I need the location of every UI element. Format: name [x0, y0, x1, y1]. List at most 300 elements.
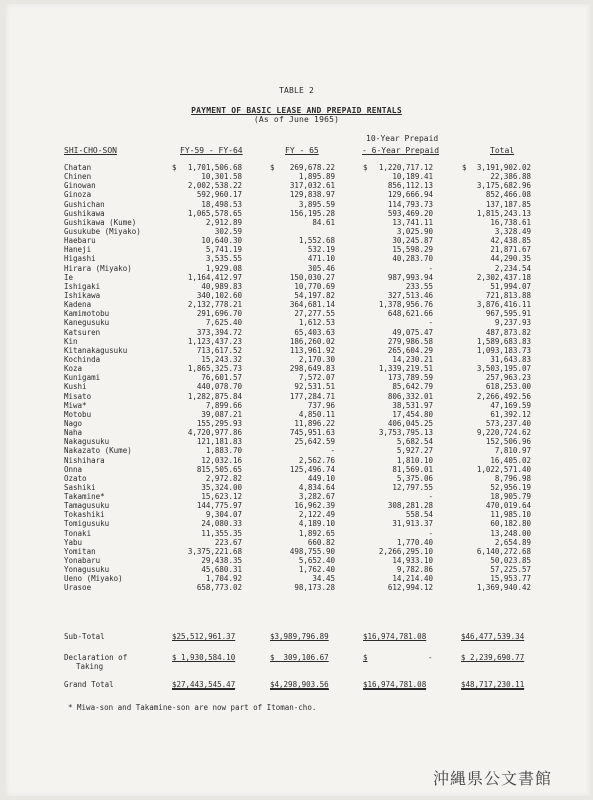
table-row	[0, 483, 593, 492]
row-fy65: 186,260.02	[289, 336, 335, 346]
row-name: Ie	[64, 272, 74, 282]
row-total: 3,876,416.11	[476, 300, 531, 310]
row-prepaid: 9,782.86	[396, 565, 433, 575]
row-prepaid: 987,993.94	[387, 272, 433, 282]
table-row	[0, 172, 593, 181]
header-fy65: FY - 65	[285, 146, 319, 155]
row-fy65: 7,572.07	[298, 373, 335, 383]
row-prepaid: -	[428, 263, 433, 273]
row-prepaid: 233.55	[405, 281, 433, 291]
row-prepaid: 81,569.01	[392, 464, 433, 474]
footnote: * Miwa-son and Takamine-son are now part of Itoman-cho.	[68, 703, 317, 712]
table-row	[0, 465, 593, 474]
row-prepaid: 1,378,956.76	[378, 300, 433, 310]
row-total: 8,796.98	[494, 473, 531, 483]
row-fy59-fy64: 12,032.16	[201, 455, 242, 465]
row-fy65: 1,612.53	[298, 318, 335, 328]
row-fy65: 3,895.59	[298, 199, 335, 209]
row-name: Takamine*	[64, 492, 105, 502]
document-title: PAYMENT OF BASIC LEASE AND PREPAID RENTALS	[191, 106, 402, 115]
row-total: 3,191,902.02	[476, 163, 531, 172]
table-row	[0, 392, 593, 401]
row-fy59-fy64: 3,375,221.68	[187, 546, 242, 556]
table-row	[0, 300, 593, 309]
row-total: 16,405.02	[490, 455, 531, 465]
row-name: Gushikawa (Kume)	[64, 217, 137, 227]
row-total: 1,815,243.13	[476, 208, 531, 218]
table-row	[0, 218, 593, 227]
declaration-label-line2: Taking	[76, 662, 104, 671]
row-total: 52,956.19	[490, 482, 531, 492]
row-fy59-fy64: 5,741.19	[205, 245, 242, 255]
row-fy65: 54,197.82	[294, 290, 335, 300]
declaration-prepaid-dash: -	[428, 653, 433, 662]
row-prepaid: 806,332.01	[387, 391, 433, 401]
declaration-label-line1: Declaration of	[64, 653, 128, 662]
subtotal-total: $46,477,539.34	[461, 632, 525, 641]
row-fy59-fy64: 4,720,977.86	[187, 428, 242, 438]
row-fy59-fy64: 35,324.00	[201, 482, 242, 492]
table-row	[0, 565, 593, 574]
row-fy59-fy64: 7,899.66	[205, 400, 242, 410]
row-fy59-fy64: 40,989.83	[201, 281, 242, 291]
row-prepaid: 3,753,795.13	[378, 428, 433, 438]
row-prepaid: 2,266,295.10	[378, 546, 433, 556]
row-name: Ginowan	[64, 181, 96, 191]
row-total: 137,187.85	[485, 199, 531, 209]
row-fy65: 4,850.11	[298, 409, 335, 419]
row-fy65: 532.19	[307, 245, 335, 255]
header-shi-cho-son: SHI-CHO-SON	[64, 146, 117, 155]
row-prepaid: 14,230.21	[392, 354, 433, 364]
row-fy65: 745,951.63	[289, 428, 335, 438]
row-total: 3,328.49	[494, 226, 531, 236]
row-prepaid: 406,045.25	[387, 418, 433, 428]
row-total: 18,905.79	[490, 492, 531, 502]
row-fy65: 1,895.89	[298, 172, 335, 182]
row-name: Misato	[64, 391, 92, 401]
as-of-date: (As of June 1965)	[253, 115, 340, 124]
row-total: 44,290.35	[490, 254, 531, 264]
currency-symbol: $	[363, 163, 368, 172]
row-fy59-fy64: 658,773.02	[196, 583, 242, 593]
row-fy59-fy64: 1,883.70	[205, 446, 242, 456]
row-total: 2,654.89	[494, 537, 531, 547]
row-fy59-fy64: 592,960.17	[196, 190, 242, 200]
row-fy59-fy64: 1,065,578.65	[187, 208, 242, 218]
row-name: Ishikawa	[64, 290, 101, 300]
table-row	[0, 264, 593, 273]
row-prepaid: 856,112.13	[387, 181, 433, 191]
row-fy65: 3,282.67	[298, 492, 335, 502]
row-total: 618,253.00	[485, 382, 531, 392]
row-fy59-fy64: 2,972.82	[205, 473, 242, 483]
row-prepaid: 129,666.94	[387, 190, 433, 200]
row-fy65: 2,170.30	[298, 354, 335, 364]
row-prepaid: 1,220,717.12	[378, 163, 433, 172]
row-fy65: 1,892.65	[298, 528, 335, 538]
row-name: Tamagusuku	[64, 501, 110, 511]
row-fy59-fy64: 76,601.57	[201, 373, 242, 383]
table-row	[0, 328, 593, 337]
row-prepaid: -	[428, 492, 433, 502]
table-row	[0, 337, 593, 346]
row-fy59-fy64: 223.67	[214, 537, 242, 547]
row-total: 852,466.08	[485, 190, 531, 200]
row-prepaid: 593,469.20	[387, 208, 433, 218]
row-fy65: 449.10	[307, 473, 335, 483]
row-fy65: 25,642.59	[294, 437, 335, 447]
header-prepaid-line2: - 6-Year Prepaid	[362, 146, 440, 155]
row-prepaid: 327,513.46	[387, 290, 433, 300]
row-fy65: 317,032.61	[289, 181, 335, 191]
row-fy59-fy64: 1,282,875.84	[187, 391, 242, 401]
table-row	[0, 437, 593, 446]
row-fy65: 1,762.40	[298, 565, 335, 575]
row-total: 50,023.85	[490, 556, 531, 566]
row-fy59-fy64: 302.59	[214, 226, 242, 236]
row-fy59-fy64: 155,295.93	[196, 418, 242, 428]
row-prepaid: 30,245.87	[392, 236, 433, 246]
row-fy59-fy64: 2,912.89	[205, 217, 242, 227]
table-row	[0, 419, 593, 428]
row-fy65: 269,678.22	[289, 163, 335, 172]
table-row	[0, 474, 593, 483]
row-prepaid: -	[428, 318, 433, 328]
row-name: Ozato	[64, 473, 87, 483]
header-fy59-fy64: FY-59 - FY-64	[180, 146, 243, 155]
row-fy59-fy64: 11,355.35	[201, 528, 242, 538]
table-row	[0, 163, 593, 172]
row-prepaid: 3,025.90	[396, 226, 433, 236]
table-row	[0, 519, 593, 528]
table-row	[0, 410, 593, 419]
row-total: 721,813.88	[485, 290, 531, 300]
row-total: 57,225.57	[490, 565, 531, 575]
row-fy59-fy64: 29,438.35	[201, 556, 242, 566]
subtotal-fy59-fy64: $25,512,961.37	[172, 632, 236, 641]
row-total: 1,093,183.73	[476, 345, 531, 355]
currency-symbol: $	[462, 163, 467, 172]
row-name: Yonagusuku	[64, 565, 110, 575]
row-fy65: 125,496.74	[289, 464, 335, 474]
row-fy65: 27,277.55	[294, 309, 335, 319]
row-prepaid: 5,927.27	[396, 446, 433, 456]
row-name: Motobu	[64, 409, 92, 419]
row-prepaid: 13,741.11	[392, 217, 433, 227]
row-fy59-fy64: 144,775.97	[196, 501, 242, 511]
row-fy65: 156,195.28	[289, 208, 335, 218]
row-fy65: 92,531.51	[294, 382, 335, 392]
data-table-body	[0, 163, 593, 593]
table-row	[0, 492, 593, 501]
row-name: Kitanakagusuku	[64, 345, 128, 355]
row-fy59-fy64: 3,535.55	[205, 254, 242, 264]
row-total: 1,022,571.40	[476, 464, 531, 474]
row-fy59-fy64: 9,304.07	[205, 510, 242, 520]
row-name: Urasoe	[64, 583, 92, 593]
row-name: Gusukube (Miyako)	[64, 226, 141, 236]
row-name: Ishigaki	[64, 281, 101, 291]
row-prepaid: 12,797.55	[392, 482, 433, 492]
row-fy65: 98,173.28	[294, 583, 335, 593]
header-total: Total	[490, 146, 515, 155]
grand-total-total: $48,717,230.11	[461, 680, 525, 689]
row-fy65: 737.96	[307, 400, 335, 410]
row-fy65: 65,403.63	[294, 327, 335, 337]
row-fy59-fy64: 1,701,506.68	[187, 163, 242, 172]
table-row	[0, 401, 593, 410]
row-fy65: 11,896.22	[294, 418, 335, 428]
row-fy59-fy64: 39,087.21	[201, 409, 242, 419]
row-fy65: 1,552.68	[298, 236, 335, 246]
table-row	[0, 236, 593, 245]
row-name: Nakagusuku	[64, 437, 110, 447]
table-row	[0, 355, 593, 364]
row-name: Yonabaru	[64, 556, 101, 566]
table-row	[0, 556, 593, 565]
grand-total-fy59-fy64: $27,443,545.47	[172, 680, 236, 689]
row-fy59-fy64: 1,123,437.23	[187, 336, 242, 346]
row-fy59-fy64: 7,625.40	[205, 318, 242, 328]
row-prepaid: 265,604.29	[387, 345, 433, 355]
table-row	[0, 273, 593, 282]
row-fy65: 5,652.40	[298, 556, 335, 566]
table-row	[0, 318, 593, 327]
row-total: 2,302,437.18	[476, 272, 531, 282]
row-total: 3,503,195.07	[476, 364, 531, 374]
row-name: Kochinda	[64, 354, 101, 364]
row-total: 60,182.80	[490, 519, 531, 529]
row-fy65: 10,770.69	[294, 281, 335, 291]
row-prepaid: 10,189.41	[392, 172, 433, 182]
table-row	[0, 446, 593, 455]
table-row	[0, 574, 593, 583]
currency-symbol: $	[172, 163, 177, 172]
row-total: 470,019.64	[485, 501, 531, 511]
grand-total-fy65: $4,298,903.56	[270, 680, 329, 689]
table-row	[0, 254, 593, 263]
table-row	[0, 291, 593, 300]
row-total: 1,589,683.83	[476, 336, 531, 346]
row-fy65: 364,681.14	[289, 300, 335, 310]
row-fy59-fy64: 815,505.65	[196, 464, 242, 474]
grand-total-label: Grand Total	[64, 680, 114, 689]
row-fy65: -	[330, 446, 335, 456]
row-prepaid: 17,454.80	[392, 409, 433, 419]
row-total: 573,237.40	[485, 418, 531, 428]
row-name: Nishihara	[64, 455, 105, 465]
row-total: 42,438.85	[490, 236, 531, 246]
declaration-fy65: $ 309,106.67	[270, 653, 329, 662]
row-fy59-fy64: 24,080.33	[201, 519, 242, 529]
grand-total-prepaid: $16,974,781.08	[363, 680, 427, 689]
row-fy59-fy64: 121,181.83	[196, 437, 242, 447]
row-fy59-fy64: 45,680.31	[201, 565, 242, 575]
row-fy65: 305.46	[307, 263, 335, 273]
row-fy59-fy64: 2,002,538.22	[187, 181, 242, 191]
row-total: 2,266,492.56	[476, 391, 531, 401]
row-fy65: 4,189.10	[298, 519, 335, 529]
row-total: 152,506.96	[485, 437, 531, 447]
row-fy65: 129,838.97	[289, 190, 335, 200]
row-name: Kin	[64, 336, 78, 346]
row-total: 51,994.07	[490, 281, 531, 291]
row-prepaid: 648,621.66	[387, 309, 433, 319]
row-fy65: 2,122.49	[298, 510, 335, 520]
row-prepaid: 14,933.10	[392, 556, 433, 566]
row-fy59-fy64: 18,498.53	[201, 199, 242, 209]
row-fy65: 298,649.83	[289, 364, 335, 374]
declaration-fy59-fy64: $ 1,930,584.10	[172, 653, 236, 662]
row-name: Kushi	[64, 382, 87, 392]
table-row	[0, 382, 593, 391]
currency-symbol: $	[270, 163, 275, 172]
row-name: Tonaki	[64, 528, 92, 538]
table-row	[0, 538, 593, 547]
row-prepaid: 558.54	[405, 510, 433, 520]
archive-stamp: 沖縄県公文書館	[433, 769, 553, 788]
row-name: Sashiki	[64, 482, 96, 492]
subtotal-fy65: $3,989,796.89	[270, 632, 329, 641]
row-name: Kanegusuku	[64, 318, 110, 328]
row-fy59-fy64: 1,865,325.73	[187, 364, 242, 374]
row-fy65: 660.82	[307, 537, 335, 547]
row-name: Yomitan	[64, 546, 96, 556]
table-row	[0, 181, 593, 190]
row-prepaid: -	[428, 528, 433, 538]
row-fy65: 177,284.71	[289, 391, 335, 401]
row-total: 2,234.54	[494, 263, 531, 273]
row-prepaid: 1,810.10	[396, 455, 433, 465]
row-name: Kadena	[64, 300, 92, 310]
row-prepaid: 612,994.12	[387, 583, 433, 593]
table-row	[0, 583, 593, 592]
row-fy65: 34.45	[312, 574, 335, 584]
row-fy59-fy64: 1,704.92	[205, 574, 242, 584]
row-name: Naha	[64, 428, 83, 438]
header-prepaid-line1: 10-Year Prepaid	[366, 134, 439, 143]
row-name: Koza	[64, 364, 83, 374]
row-fy65: 150,030.27	[289, 272, 335, 282]
row-total: 16,738.61	[490, 217, 531, 227]
row-prepaid: 40,283.70	[392, 254, 433, 264]
row-total: 967,595.91	[485, 309, 531, 319]
declaration-prepaid-symbol: $	[363, 653, 368, 662]
row-prepaid: 14,214.40	[392, 574, 433, 584]
row-name: Ueno (Miyako)	[64, 574, 123, 584]
row-name: Onna	[64, 464, 83, 474]
row-name: Kunigami	[64, 373, 101, 383]
row-total: 9,220,724.62	[476, 428, 531, 438]
row-total: 257,963.23	[485, 373, 531, 383]
table-row	[0, 510, 593, 519]
row-prepaid: 114,793.73	[387, 199, 433, 209]
row-fy59-fy64: 291,696.70	[196, 309, 242, 319]
table-row	[0, 501, 593, 510]
row-fy59-fy64: 10,301.58	[201, 172, 242, 182]
row-prepaid: 5,682.54	[396, 437, 433, 447]
row-fy59-fy64: 340,102.60	[196, 290, 242, 300]
row-fy59-fy64: 2,132,778.21	[187, 300, 242, 310]
row-name: Haebaru	[64, 236, 96, 246]
row-total: 487,873.82	[485, 327, 531, 337]
row-fy59-fy64: 15,243.32	[201, 354, 242, 364]
table-row	[0, 190, 593, 199]
row-fy59-fy64: 713,617.52	[196, 345, 242, 355]
row-total: 13,248.00	[490, 528, 531, 538]
row-name: Tomigusuku	[64, 519, 110, 529]
row-total: 9,237.93	[494, 318, 531, 328]
row-fy59-fy64: 440,078.70	[196, 382, 242, 392]
table-label: TABLE 2	[278, 86, 315, 95]
row-total: 6,140,272.68	[476, 546, 531, 556]
row-fy59-fy64: 1,929.08	[205, 263, 242, 273]
table-row	[0, 309, 593, 318]
table-row	[0, 245, 593, 254]
row-prepaid: 38,531.97	[392, 400, 433, 410]
row-fy59-fy64: 10,640.30	[201, 236, 242, 246]
row-name: Nago	[64, 418, 83, 428]
row-total: 61,392.12	[490, 409, 531, 419]
row-total: 3,175,682.96	[476, 181, 531, 191]
row-fy65: 4,834.64	[298, 482, 335, 492]
row-total: 47,169.59	[490, 400, 531, 410]
table-row	[0, 547, 593, 556]
table-row	[0, 346, 593, 355]
row-name: Katsuren	[64, 327, 101, 337]
row-fy65: 113,961.92	[289, 345, 335, 355]
table-row	[0, 200, 593, 209]
table-row	[0, 209, 593, 218]
row-total: 31,643.83	[490, 354, 531, 364]
row-name: Chatan	[64, 163, 92, 172]
table-row	[0, 456, 593, 465]
subtotal-label: Sub-Total	[64, 632, 105, 641]
table-row	[0, 529, 593, 538]
row-name: Tokashiki	[64, 510, 105, 520]
row-name: Hirara (Miyako)	[64, 263, 132, 273]
row-name: Ginoza	[64, 190, 92, 200]
row-name: Higashi	[64, 254, 96, 264]
row-name: Haneji	[64, 245, 92, 255]
row-fy65: 471.10	[307, 254, 335, 264]
row-total: 1,369,940.42	[476, 583, 531, 593]
row-name: Kamimotobu	[64, 309, 110, 319]
row-prepaid: 308,281.28	[387, 501, 433, 511]
row-prepaid: 85,642.79	[392, 382, 433, 392]
row-fy65: 84.61	[312, 217, 335, 227]
row-prepaid: 173,789.59	[387, 373, 433, 383]
row-name: Nakazato (Kume)	[64, 446, 132, 456]
row-total: 21,871.67	[490, 245, 531, 255]
row-prepaid: 5,375.06	[396, 473, 433, 483]
row-prepaid: 31,913.37	[392, 519, 433, 529]
row-name: Gushikawa	[64, 208, 105, 218]
row-fy59-fy64: 15,623.12	[201, 492, 242, 502]
row-total: 7,810.97	[494, 446, 531, 456]
row-fy59-fy64: 1,164,412.97	[187, 272, 242, 282]
row-name: Gushichan	[64, 199, 105, 209]
row-name: Miwa*	[64, 400, 87, 410]
row-total: 22,386.88	[490, 172, 531, 182]
table-row	[0, 227, 593, 236]
table-row	[0, 373, 593, 382]
row-prepaid: 49,075.47	[392, 327, 433, 337]
row-fy65: 498,755.90	[289, 546, 335, 556]
table-row	[0, 364, 593, 373]
row-fy65: 16,962.39	[294, 501, 335, 511]
